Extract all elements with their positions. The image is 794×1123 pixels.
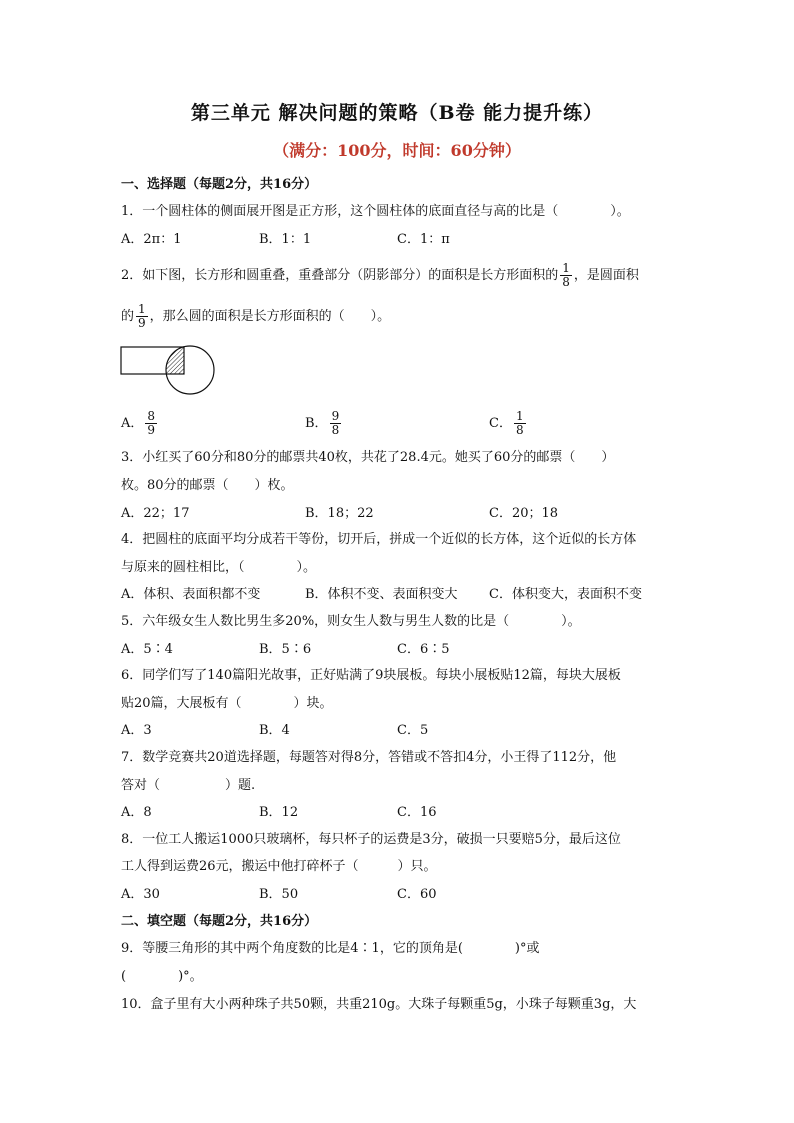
- question-8-option-a: A．30: [121, 887, 160, 902]
- question-7-option-b: B．12: [259, 805, 299, 820]
- fraction-numerator: 1: [515, 409, 524, 423]
- question-7-option-a: A．8: [121, 805, 152, 820]
- question-4-line-2: 与原来的圆柱相比，（ ）。: [121, 560, 317, 575]
- question-6-line-1: 6．同学们写了140篇阳光故事，正好贴满了9块展板。每块小展板贴12篇，每块大展板: [121, 668, 621, 683]
- question-8-line-2: 工人得到运费26元，搬运中他打碎杯子（ ）只。: [121, 859, 437, 874]
- question-5-option-c: C．6∶5: [397, 642, 450, 657]
- question-1-text: 1．一个圆柱体的侧面展开图是正方形，这个圆柱体的底面直径与高的比是（ ）。: [121, 204, 630, 219]
- fraction-numerator: 1: [138, 302, 146, 316]
- question-2-line-1-text: 2．如下图，长方形和圆重叠，重叠部分（阴影部分）的面积是长方形面积的: [121, 268, 559, 283]
- question-4-option-b: B．体积不变、表面积变大: [305, 587, 458, 602]
- question-4-option-a: A．体积、表面积都不变: [121, 587, 261, 602]
- question-3-line-1: 3．小红买了60分和80分的邮票共40枚，共花了28.4元。她买了60分的邮票（ ）: [121, 450, 615, 465]
- question-7-line-2: 答对（ ）题.: [121, 778, 256, 793]
- question-4-line-1: 4．把圆柱的底面平均分成若干等份，切开后，拼成一个近似的长方体，这个近似的长方体: [121, 532, 637, 547]
- rectangle-circle-overlap-figure: [118, 345, 218, 395]
- fraction-denominator: 8: [331, 423, 340, 437]
- question-7-option-c: C．16: [397, 805, 437, 820]
- question-6-option-c: C．5: [397, 723, 429, 738]
- question-2-line-2: [121, 303, 390, 330]
- question-6-option-b: B．4: [259, 723, 290, 738]
- fraction-numerator: 1: [562, 261, 570, 275]
- fraction-one-eighth-option: [514, 410, 526, 437]
- question-5-text: 5．六年级女生人数比男生多20%，则女生人数与男生人数的比是（ ）。: [121, 614, 581, 629]
- fraction-numerator: 9: [331, 409, 340, 423]
- question-9-line-1: 9．等腰三角形的其中两个角度数的比是4∶1，它的顶角是( )°或: [121, 941, 540, 956]
- fraction-eight-ninths: [145, 410, 157, 437]
- question-2-option-c: [489, 410, 528, 437]
- question-3-option-c: C．20；18: [489, 506, 559, 521]
- question-7-line-1: 7．数学竞赛共20道选择题，每题答对得8分，答错或不答扣4分，小王得了112分，他: [121, 750, 617, 765]
- option-label: B．: [305, 416, 328, 431]
- fraction-nine-eighths: [330, 410, 342, 437]
- page-subtitle: （满分：100分，时间：60分钟）: [273, 141, 521, 160]
- question-2-line-1: [121, 262, 639, 289]
- page-title: 第三单元 解决问题的策略（B卷 能力提升练）: [190, 102, 604, 124]
- section-heading-choice: 一、选择题（每题2分，共16分）: [121, 177, 318, 192]
- question-1-option-a: A．2π：1: [121, 232, 182, 247]
- question-3-line-2: 枚。80分的邮票（ ）枚。: [121, 478, 294, 493]
- question-2-line-1-end: ，是圆面积: [573, 268, 639, 283]
- section-heading-fill-in: 二、填空题（每题2分，共16分）: [121, 914, 318, 929]
- question-1-option-c: C．1：π: [397, 232, 450, 247]
- fraction-denominator: 9: [147, 423, 156, 437]
- fraction-one-ninth: [136, 303, 148, 330]
- question-6-line-2: 贴20篇，大展板有（ ）块。: [121, 696, 333, 711]
- question-8-option-c: C．60: [397, 887, 437, 902]
- fraction-denominator: 9: [138, 316, 146, 330]
- question-8-line-1: 8．一位工人搬运1000只玻璃杯，每只杯子的运费是3分，破损一只要赔5分，最后这位: [121, 832, 621, 847]
- question-6-option-a: A．3: [121, 723, 152, 738]
- question-9-line-2: ( )°。: [121, 969, 203, 984]
- question-2-line-2-text: ，那么圆的面积是长方形面积的（ ）。: [149, 309, 391, 324]
- fraction-denominator: 8: [562, 275, 570, 289]
- fraction-one-eighth: [560, 262, 572, 289]
- question-8-option-b: B．50: [259, 887, 299, 902]
- fraction-denominator: 8: [515, 423, 524, 437]
- option-label: A．: [121, 416, 144, 431]
- question-2-option-b: [305, 410, 343, 437]
- question-2-line-2-start: 的: [121, 309, 135, 324]
- question-3-option-a: A．22；17: [121, 506, 190, 521]
- question-10-line-1: 10．盒子里有大小两种珠子共50颗，共重210g。大珠子每颗重5g，小珠子每颗重3g，大: [121, 997, 637, 1012]
- question-2-option-a: [121, 410, 159, 437]
- option-label: C．: [489, 416, 512, 431]
- question-5-option-b: B．5∶6: [259, 642, 312, 657]
- question-5-option-a: A．5∶4: [121, 642, 173, 657]
- question-4-option-c: C．体积变大，表面积不变: [489, 587, 642, 602]
- question-3-option-b: B．18；22: [305, 506, 374, 521]
- question-1-option-b: B．1：1: [259, 232, 312, 247]
- fraction-numerator: 8: [147, 409, 156, 423]
